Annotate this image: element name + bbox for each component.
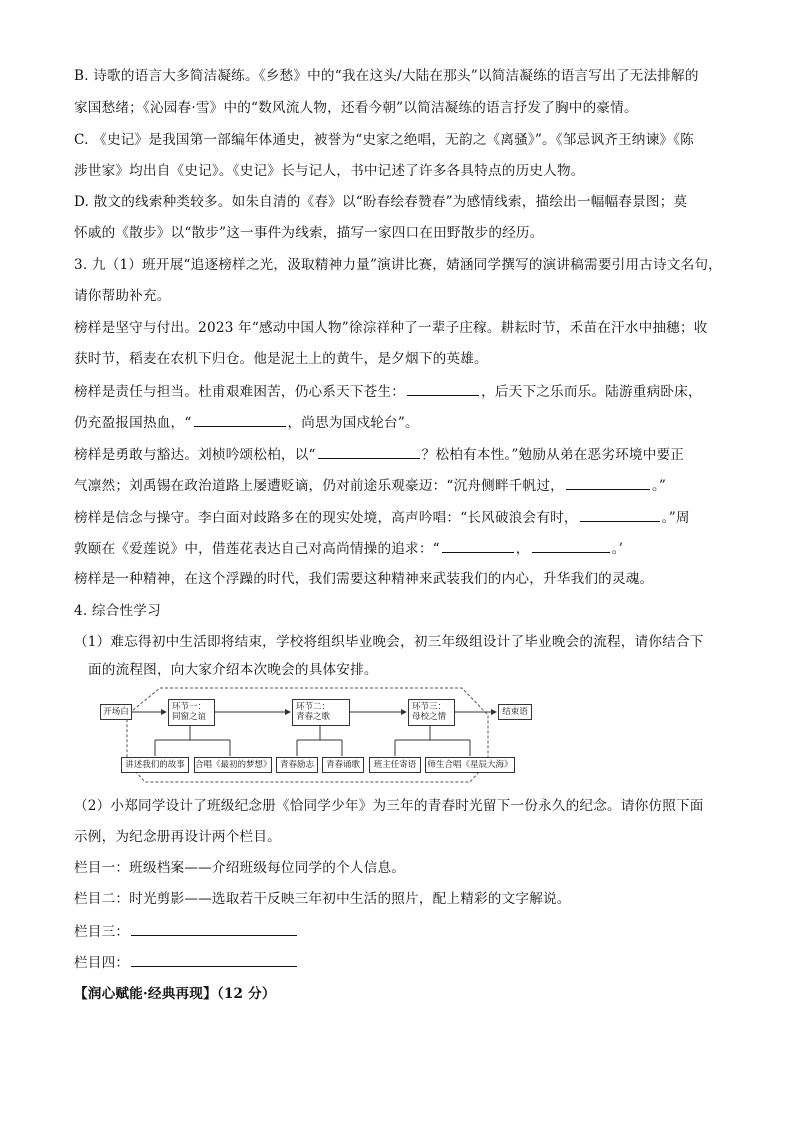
question-4-title: 4. 综合性学习 bbox=[74, 603, 161, 619]
option-b-line1: B. 诗歌的语言大多简洁凝练。《乡愁》中的“我在这头/大陆在那头”以简洁凝练的语言写出了无法排解的 bbox=[74, 68, 699, 84]
option-d-line2: 怀戚的《散步》以“散步”这一事件为线索，描写一家四口在田野散步的经历。 bbox=[74, 225, 544, 241]
paragraph-2-text-c: 仍充盈报国热血，“ bbox=[74, 415, 192, 431]
flow-stage3-label1: 环节三： bbox=[412, 702, 447, 712]
paragraph-4-text-b: 。”周 bbox=[661, 510, 690, 526]
answer-blank-4[interactable] bbox=[566, 475, 650, 490]
answer-blank-1[interactable] bbox=[407, 381, 479, 396]
paragraph-1-line2: 获时节，稻麦在农机下归仓。他是泥土上的黄牛，是夕烟下的英雄。 bbox=[74, 351, 488, 367]
column-3-line bbox=[74, 921, 299, 942]
flow-stage3-box bbox=[408, 699, 455, 726]
flow-stage2-label1: 环节二： bbox=[296, 702, 331, 712]
flow-sub1a-box: 讲述我们的故事 bbox=[121, 757, 189, 773]
column-example-1: 栏目一：班级档案——介绍班级每位同学的个人信息。 bbox=[74, 860, 406, 876]
question-4-2-line2: 示例，为纪念册再设计两个栏目。 bbox=[74, 829, 281, 845]
column-4-answer-blank[interactable] bbox=[131, 952, 297, 967]
flow-end-box: 结束语 bbox=[498, 704, 532, 720]
question-3-line1: 3. 九（1）班开展“追逐榜样之光，汲取精神力量”演讲比赛，婧涵同学撰写的演讲稿需要引用古诗文名句， bbox=[74, 257, 722, 273]
paragraph-2-line2 bbox=[74, 412, 419, 433]
paragraph-4-text-c: 敦颐在《爱莲说》中，借莲花表达自己对高尚情操的追求：“ bbox=[74, 541, 440, 557]
column-example-2: 栏目二：时光剪影——选取若干反映三年初中生活的照片，配上精彩的文字解说。 bbox=[74, 891, 571, 907]
paragraph-4-line1 bbox=[74, 507, 690, 528]
question-4-2-line1: （2）小郑同学设计了班级纪念册《恰同学少年》为三年的青春时光留下一份永久的纪念。请你仿照下面 bbox=[74, 798, 704, 814]
answer-blank-5[interactable] bbox=[580, 507, 660, 522]
paragraph-2-line1 bbox=[74, 381, 702, 402]
paragraph-2-text-b: ，后天下之乐而乐。陆游重病卧床， bbox=[481, 384, 702, 400]
paragraph-3-text-a: 榜样是勇敢与豁达。刘桢吟颂松柏，以“ bbox=[74, 447, 316, 463]
paragraph-3-text-d: 。” bbox=[651, 478, 667, 494]
flow-sub2a-box: 青春励志 bbox=[276, 757, 318, 773]
section-heading: 【润心赋能·经典再现】（12 分） bbox=[74, 986, 276, 1002]
flow-sub3a-box: 班主任寄语 bbox=[369, 757, 421, 773]
flow-stage3-label2: 母校之情 bbox=[412, 712, 447, 722]
question-3-line2: 请你帮助补充。 bbox=[74, 288, 171, 304]
flow-sub3b-box: 师生合唱《星辰大海》 bbox=[425, 757, 515, 773]
answer-blank-3[interactable] bbox=[318, 444, 420, 459]
flow-stage1-label2: 同窗之谊 bbox=[172, 712, 207, 722]
paragraph-4-text-e: 。’ bbox=[611, 541, 624, 557]
column-3-answer-blank[interactable] bbox=[131, 921, 297, 936]
column-4-label: 栏目四： bbox=[74, 955, 130, 971]
flow-start-box: 开场白 bbox=[100, 704, 132, 720]
paragraph-4-line2 bbox=[74, 538, 623, 559]
flow-stage2-box bbox=[292, 699, 350, 726]
paragraph-3-line2 bbox=[74, 475, 666, 496]
answer-blank-7[interactable] bbox=[532, 538, 610, 553]
paragraph-2-text-d: ，尚思为国戍轮台”。 bbox=[287, 415, 419, 431]
question-4-1-line2: 面的流程图，向大家介绍本次晚会的具体安排。 bbox=[88, 662, 378, 678]
flow-sub1b-box: 合唱《最初的梦想》 bbox=[194, 757, 272, 773]
paragraph-3-line1 bbox=[74, 444, 684, 465]
option-c-line2: 涉世家》均出自《史记》。《史记》长与记人，书中记述了许多各具特点的历史人物。 bbox=[74, 163, 585, 179]
paragraph-3-text-b: ？松柏有本性。”勉励从弟在恶劣环境中要正 bbox=[421, 447, 685, 463]
flow-stage2-label2: 青春之歌 bbox=[296, 712, 331, 722]
answer-blank-2[interactable] bbox=[194, 412, 286, 427]
paragraph-2-text-a: 榜样是责任与担当。杜甫艰难困苦，仍心系天下苍生： bbox=[74, 384, 406, 400]
option-d-line1: D. 散文的线索种类较多。如朱自清的《春》以“盼春绘春赞春”为感情线索，描绘出一幅幅春景图；莫 bbox=[74, 194, 688, 210]
flow-sub2b-box: 青春诵歌 bbox=[322, 757, 364, 773]
question-4-1-line1: （1）难忘得初中生活即将结束，学校将组织毕业晚会，初三年级组设计了毕业晚会的流程，请你结合下 bbox=[74, 634, 704, 650]
paragraph-4-text-d: ， bbox=[515, 541, 530, 557]
paragraph-5: 榜样是一种精神，在这个浮躁的时代，我们需要这种精神来武装我们的内心，升华我们的灵魂。 bbox=[74, 571, 654, 587]
flow-stage1-label1: 环节一： bbox=[172, 702, 207, 712]
paragraph-3-text-c: 气凛然；刘禹锡在政治道路上屡遭贬谪，仍对前途乐观豪迈：“沉舟侧畔千帆过， bbox=[74, 478, 564, 494]
answer-blank-6[interactable] bbox=[442, 538, 514, 553]
column-3-label: 栏目三： bbox=[74, 924, 130, 940]
flow-stage1-box bbox=[168, 699, 215, 726]
option-c-line1: C. 《史记》是我国第一部编年体通史，被誉为“史家之绝唱，无韵之《离骚》”。《邹忌讽齐王纳谏》《陈 bbox=[74, 132, 694, 148]
option-b-line2: 家国愁绪；《沁园春·雪》中的“数风流人物，还看今朝”以简洁凝练的语言抒发了胸中的豪情。 bbox=[74, 100, 638, 116]
paragraph-4-text-a: 榜样是信念与操守。李白面对歧路多在的现实处境，高声吟唱：“长风破浪会有时， bbox=[74, 510, 578, 526]
column-4-line bbox=[74, 952, 299, 973]
paragraph-1-line1: 榜样是坚守与付出。2023 年“感动中国人物”徐淙祥种了一辈子庄稼。耕耘时节，禾苗在汗水中抽穗；收 bbox=[74, 320, 708, 336]
